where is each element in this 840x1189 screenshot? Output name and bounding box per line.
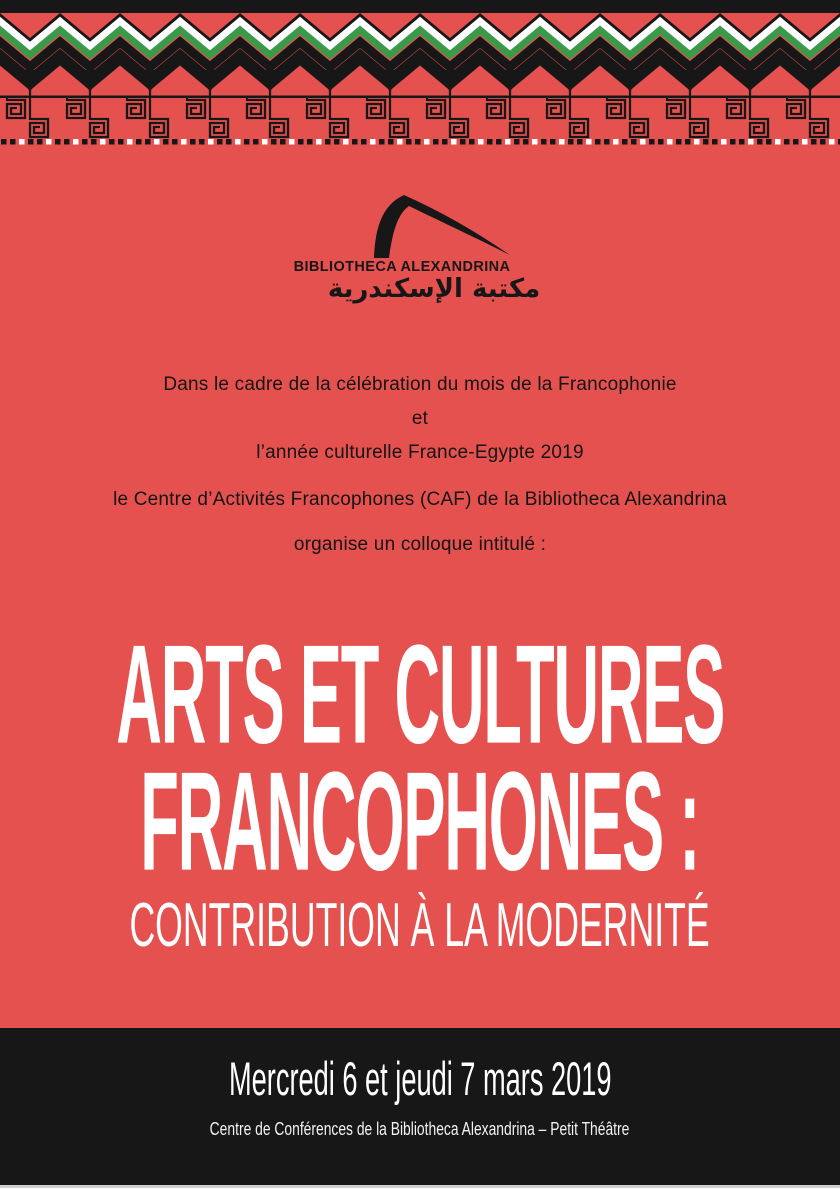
intro-line: et xyxy=(411,408,429,429)
event-date xyxy=(0,1053,840,1106)
title-subtitle-text: CONTRIBUTION À LA MODERNITÉ xyxy=(129,890,711,960)
event-title-block xyxy=(0,615,840,960)
event-venue-text: Centre de Conférences de la Bibliotheca Alexandrina – Petit Théâtre xyxy=(210,1119,630,1139)
title-line-1 xyxy=(0,615,840,774)
bibliotheca-logo-arabic: مكتبة الإسكندرية xyxy=(327,274,541,304)
bottom-edge-line xyxy=(0,1185,840,1189)
title-line-1-text: ARTS ET CULTURES xyxy=(116,615,724,774)
intro-line: le Centre d’Activités Francophones (CAF) de la Bibliotheca Alexandrina xyxy=(113,489,727,510)
event-venue xyxy=(0,1120,840,1138)
intro-text-block xyxy=(0,368,840,562)
intro-line: organise un colloque intitulé : xyxy=(293,534,547,555)
intro-line: Dans le cadre de la célébration du mois de la Francophonie xyxy=(163,374,677,395)
title-line-2-text: FRANCOPHONES : xyxy=(140,742,700,901)
bibliotheca-logo-wordmark: BIBLIOTHECA ALEXANDRINA xyxy=(293,259,511,275)
intro-line: l’année culturelle France-Egypte 2019 xyxy=(256,442,584,463)
bibliotheca-logo-swoosh-icon xyxy=(352,190,512,260)
footer-bar xyxy=(0,1028,840,1189)
title-subtitle xyxy=(0,890,840,960)
top-ornamental-border-icon xyxy=(0,0,840,152)
event-date-text: Mercredi 6 et jeudi 7 mars 2019 xyxy=(228,1053,612,1106)
